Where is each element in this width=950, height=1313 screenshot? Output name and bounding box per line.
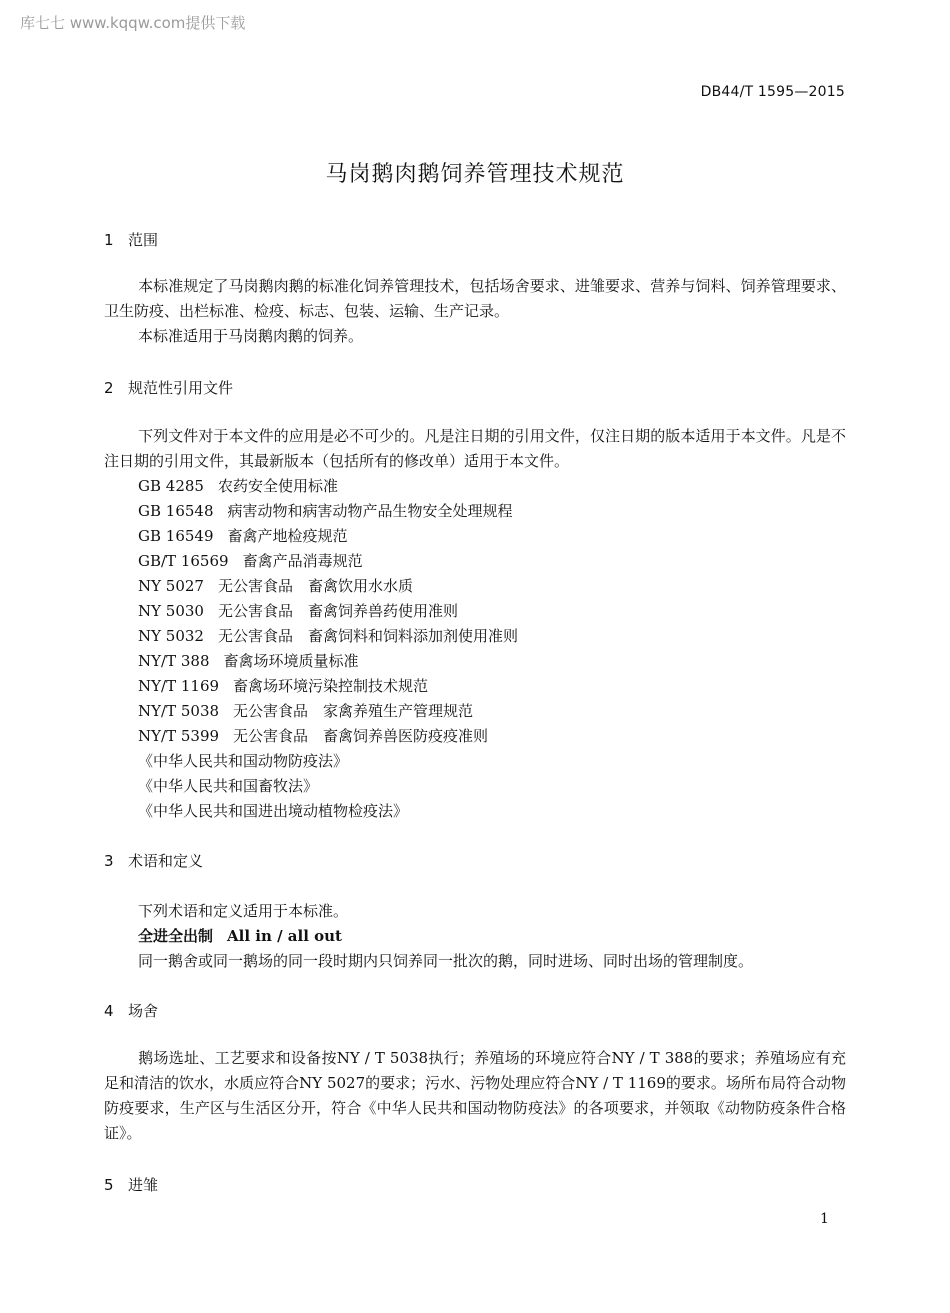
reference-item bbox=[138, 524, 348, 549]
paragraph-text: 本标准规定了马岗鹅肉鹅的标准化饲养管理技术，包括场舍要求、进雏要求、营养与饲料、饲养管理要求、卫生防疫、出栏标准、检疫、标志、包装、运输、生产记录。 bbox=[104, 277, 846, 320]
section-5-heading bbox=[104, 1174, 158, 1195]
reference-code: GB 16549 bbox=[138, 527, 214, 545]
section-1-paragraph-2 bbox=[104, 324, 846, 349]
reference-item bbox=[138, 599, 458, 624]
page-number: 1 bbox=[820, 1211, 829, 1227]
term-entry bbox=[138, 924, 342, 949]
reference-item bbox=[138, 674, 428, 699]
section-number: 1 bbox=[104, 231, 114, 249]
section-1-paragraph-1 bbox=[104, 274, 846, 324]
term-definition: 同一鹅舍或同一鹅场的同一段时期内只饲养同一批次的鹅，同时进场、同时出场的管理制度。 bbox=[138, 952, 754, 970]
reference-code: NY/T 5399 bbox=[138, 727, 220, 745]
reference-code: NY 5032 bbox=[138, 627, 204, 645]
reference-code: NY/T 388 bbox=[138, 652, 210, 670]
reference-item bbox=[138, 474, 338, 499]
reference-name: 畜禽产品消毒规范 bbox=[242, 552, 363, 570]
law-reference: 《中华人民共和国畜牧法》 bbox=[138, 777, 319, 795]
reference-item bbox=[138, 724, 488, 749]
section-4-heading bbox=[104, 1000, 158, 1021]
reference-code: NY/T 1169 bbox=[138, 677, 220, 695]
reference-item bbox=[138, 699, 473, 724]
section-number: 2 bbox=[104, 379, 114, 397]
reference-name: 无公害食品 畜禽饮用水水质 bbox=[217, 577, 413, 595]
reference-name: 畜禽场环境质量标准 bbox=[223, 652, 359, 670]
reference-code: GB/T 16569 bbox=[138, 552, 229, 570]
law-reference: 《中华人民共和国进出境动植物检疫法》 bbox=[138, 802, 409, 820]
paragraph-text: 本标准适用于马岗鹅肉鹅的饲养。 bbox=[138, 327, 364, 345]
watermark-text: 库七七 www.kqqw.com提供下载 bbox=[20, 14, 246, 32]
reference-item bbox=[138, 649, 359, 674]
reference-name: 畜禽场环境污染控制技术规范 bbox=[233, 677, 429, 695]
section-number: 3 bbox=[104, 852, 114, 870]
reference-item bbox=[138, 549, 363, 574]
section-number: 5 bbox=[104, 1176, 114, 1194]
reference-code: NY 5027 bbox=[138, 577, 204, 595]
section-title: 术语和定义 bbox=[128, 852, 204, 870]
reference-item bbox=[138, 574, 413, 599]
term-chinese: 全进全出制 bbox=[138, 927, 214, 945]
section-4-paragraph-1 bbox=[104, 1046, 846, 1146]
section-1-heading bbox=[104, 229, 158, 250]
section-title: 进雏 bbox=[128, 1176, 159, 1194]
section-3-paragraph-1: 下列术语和定义适用于本标准。 bbox=[138, 902, 349, 920]
section-3-heading bbox=[104, 850, 203, 871]
reference-name: 无公害食品 家禽养殖生产管理规范 bbox=[233, 702, 474, 720]
reference-code: NY/T 5038 bbox=[138, 702, 220, 720]
law-reference: 《中华人民共和国动物防疫法》 bbox=[138, 752, 349, 770]
section-title: 范围 bbox=[128, 231, 159, 249]
reference-code: NY 5030 bbox=[138, 602, 204, 620]
paragraph-text: 鹅场选址、工艺要求和设备按NY / T 5038执行；养殖场的环境应符合NY / T 388的要求；养殖场应有充足和清洁的饮水，水质应符合NY 5027的要求；污水、污物处理应符合NY / T 1169的要求。场所布局符合动物防疫要求，生产区与生活区分开，符合《中华人民共和国动物防疫法》的各项要求，并领取《动物防疫条件合格证》。 bbox=[104, 1049, 846, 1142]
paragraph-text: 下列文件对于本文件的应用是必不可少的。凡是注日期的引用文件，仅注日期的版本适用于本文件。凡是不注日期的引用文件，其最新版本（包括所有的修改单）适用于本文件。 bbox=[104, 427, 846, 470]
reference-name: 无公害食品 畜禽饲养兽医防疫疫准则 bbox=[233, 727, 489, 745]
reference-code: GB 4285 bbox=[138, 477, 204, 495]
reference-code: GB 16548 bbox=[138, 502, 214, 520]
section-2-paragraph-1 bbox=[104, 424, 846, 474]
reference-name: 病害动物和病害动物产品生物安全处理规程 bbox=[227, 502, 513, 520]
section-title: 场舍 bbox=[128, 1002, 159, 1020]
term-english: All in / all out bbox=[227, 927, 342, 945]
reference-name: 农药安全使用标准 bbox=[217, 477, 338, 495]
section-2-heading bbox=[104, 377, 233, 398]
reference-item bbox=[138, 624, 518, 649]
reference-name: 无公害食品 畜禽饲料和饲料添加剂使用准则 bbox=[217, 627, 518, 645]
reference-item bbox=[138, 499, 513, 524]
document-number: DB44/T 1595—2015 bbox=[700, 84, 845, 100]
reference-name: 无公害食品 畜禽饲养兽药使用准则 bbox=[217, 602, 458, 620]
section-title: 规范性引用文件 bbox=[128, 379, 234, 397]
reference-name: 畜禽产地检疫规范 bbox=[227, 527, 348, 545]
section-number: 4 bbox=[104, 1002, 114, 1020]
page-title: 马岗鹅肉鹅饲养管理技术规范 bbox=[325, 162, 625, 187]
